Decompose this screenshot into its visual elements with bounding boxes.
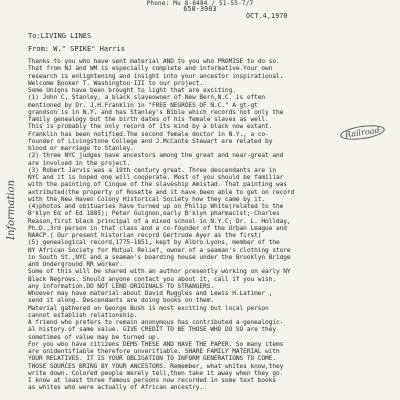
letter-body (28, 58, 378, 392)
recipient-line: To:LIVING LINES (28, 32, 92, 40)
body-line: family genealogy but the birth dates of his female slaves as well. (28, 116, 269, 123)
body-line: That from NJ and WM is especially complete and informative.Your own (28, 65, 273, 73)
body-line: NYC and it is hoped one will cooperate. Most of you should be familiar (28, 174, 284, 181)
body-line: are unidentifiable therefore unverifiable. SHARE FAMILY MATERIAL with (28, 348, 280, 355)
body-line: Material gathered on George Bush is most exciting but local person (28, 304, 269, 312)
body-line: (3) Robert Jarvis was a 19th century great. Three descendants are in (28, 166, 276, 174)
body-line: cannot establish relationship. (28, 311, 138, 319)
body-line: and Underground RR worker. (28, 261, 123, 268)
body-line: any information.DO NOT LEND ORIGINALS TO STRANGERS. (28, 282, 214, 290)
sender-line: From: W." SPIKE" Harris (28, 45, 125, 53)
letter-date: OCT.4,1970 (246, 12, 288, 20)
body-line: founder of Livingstone College and J.McCante Stewart are related by (28, 137, 273, 145)
body-line: blood or marriage to Stanley. (28, 145, 134, 152)
body-line: are involved in the project. (28, 159, 131, 167)
body-line: with the painting of Cinque of the slaveship Amistad. That painting was (28, 181, 287, 189)
body-line: grandson is in N.Y. and has Stanley's Bible which records not only the (28, 108, 284, 116)
body-line: Welcome Booker T. Washington III to our project. (28, 79, 204, 87)
handwritten-circled-note: Railroad (339, 123, 385, 142)
body-line: as whites who were actually of African ancestry. (28, 384, 204, 392)
body-line: in South St.,NYC and a seaman's boarding house under the Brooklyn Bridge (28, 253, 291, 261)
body-line: Black Negroes. Should anyone contact you about it, call if you wish, (28, 275, 276, 283)
body-line: B'klyn Ed of Ed 1885); Peter Guignon,early B'klyn pharmacist; Charles (28, 210, 280, 218)
body-line: Ph.D.,3rd person in that class and a co-founder of the Urban League and (28, 224, 287, 232)
phone-line: Phone: Mu 8-8484 / 51-55-7/7 (146, 0, 254, 7)
body-line: research is enlightening and insight into your ancestor inspirational. (28, 72, 284, 80)
body-line: (5) genealogical record,1775-1851, kept by Albro Lyons, member of the (28, 239, 280, 247)
body-line: Reason,first black principal of a mixed school in N.Y.C; Dr. L. Hollday, (28, 217, 291, 225)
handwritten-margin-note: Information (6, 179, 17, 240)
body-line: NAACP.( Our present historian record Gertrude Ayer as the first) (28, 232, 262, 239)
body-line: (2) three NYC judges have ancestors among the great and near-great and (28, 152, 284, 160)
body-line: send it along. Descendants are doing books on them. (28, 297, 214, 305)
body-line: al history of same value. GIVE CREDIT TO BE THOSE WHO DO SO are they (28, 326, 276, 334)
phone-number: 650-3903 (183, 5, 217, 13)
body-line: Some of this will be shared with an author presently working on early NY (28, 268, 291, 276)
body-line: A friend who prefers to remain anonymous has contributed a genealogic- (28, 319, 284, 326)
body-line: with the New Haven Colony Historical Society how they came by it. (28, 195, 266, 203)
body-line: (4)photos and obituaries have turned up on Philip White(related to the (28, 203, 284, 210)
body-line: Some Unions have been brought to light that are exciting. (28, 87, 236, 94)
body-line: Franklin has been notified.The second female doctor in N.Y., a co- (28, 130, 269, 138)
body-line: YOUR RELATIVES. IT IS YOUR OBLIGATION TO INFORM GENERATIONS TO COME. (28, 355, 276, 363)
body-line: This is probably the only record of its kind by a black now extant. (28, 123, 273, 131)
body-line: sometimes of value may be turned up. (28, 333, 160, 341)
body-line: Thanks to you who have sent material AND to you who PROMISE to do so. (28, 58, 280, 65)
body-line: write down. Colored people merely tell,then take it away when they go. (28, 369, 284, 377)
body-line: mentioned by Dr. J.H.Franklin in "FREE NEGROES OF N.C." A gt-gt (28, 101, 258, 109)
body-line: Whoever may have material about David Ruggles and Lewis H.Latimer , (28, 290, 273, 297)
body-line: NY African Society for Mutual Relief, owner of a seaman's clothing store (28, 246, 291, 254)
body-line: THOSE SOURCES BRING BY YOUR ANCESTORS. Remember, what whites know,they (28, 362, 284, 370)
body-line: axtributed(the property of Rosette and it have been able to get on record (28, 188, 295, 196)
body-line: For you who have citizens DEMS THESE AND HAVE THE PAPER. So many items (28, 340, 284, 348)
body-line: (1) John C. Stanley, a black slaveowner of New Bern,N.C. is often (28, 94, 266, 102)
body-line: I know at least three famous persons now recorded in some text books (28, 377, 276, 384)
